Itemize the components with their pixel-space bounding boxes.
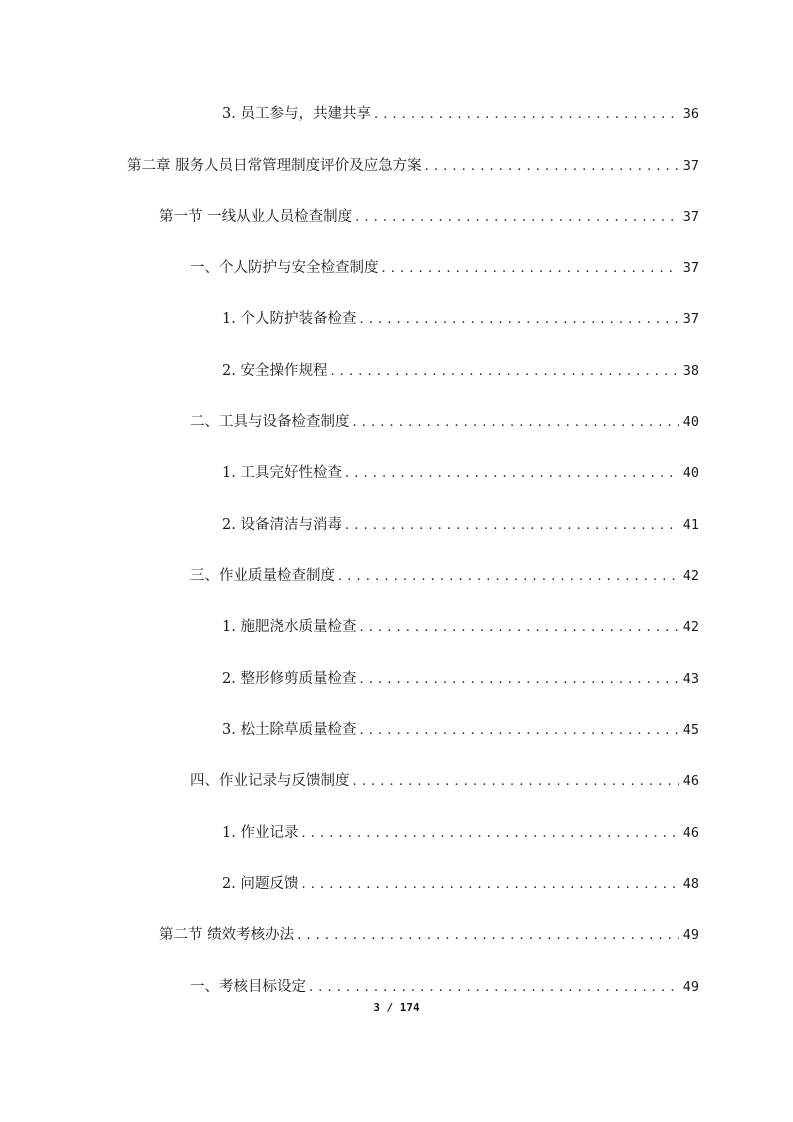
toc-leader-dots (359, 308, 678, 332)
toc-entry-label: 2. 问题反馈 (222, 876, 299, 892)
toc-entry-label: 第二章 服务人员日常管理制度评价及应急方案 (127, 158, 422, 174)
toc-page-number: 41 (682, 517, 699, 533)
toc-page-number: 49 (682, 927, 699, 943)
toc-entry-label: 二、工具与设备检查制度 (190, 414, 350, 430)
toc-leader-dots (353, 411, 679, 435)
toc-page-number: 36 (682, 106, 699, 122)
toc-leader-dots (359, 719, 678, 743)
toc-entry-label: 3. 松土除草质量检查 (222, 722, 357, 738)
toc-leader-dots (330, 360, 678, 384)
toc-leader-dots (297, 924, 679, 948)
toc-entry-item[interactable] (222, 513, 699, 537)
toc-entry-label: 一、个人防护与安全检查制度 (190, 260, 379, 276)
toc-page-number: 42 (682, 619, 699, 635)
toc-leader-dots (359, 668, 678, 692)
toc-entry-subsection[interactable] (190, 769, 699, 793)
toc-page-number: 46 (682, 825, 699, 841)
toc-entry-label: 第二节 绩效考核办法 (159, 927, 295, 943)
toc-entry-subsection[interactable] (190, 564, 699, 588)
toc-page-number: 48 (682, 876, 699, 892)
toc-entry-item[interactable] (222, 307, 699, 331)
toc-entry-section[interactable] (159, 205, 699, 229)
toc-page-number: 42 (682, 568, 699, 584)
page-indicator: 3 / 174 (373, 1001, 420, 1014)
toc-entry-label: 1. 施肥浇水质量检查 (222, 619, 357, 635)
toc-page-number: 43 (682, 671, 699, 687)
toc-entry-label: 2. 设备清洁与消毒 (222, 517, 342, 533)
toc-entry-item[interactable] (222, 872, 699, 896)
toc-page-number: 38 (682, 363, 699, 379)
toc-leader-dots (345, 514, 679, 538)
toc-entry-item[interactable] (222, 667, 699, 691)
toc-entry-label: 1. 个人防护装备检查 (222, 311, 357, 327)
toc-entry-item[interactable] (222, 461, 699, 485)
toc-entry-item[interactable] (222, 359, 699, 383)
toc-entry-label: 一、考核目标设定 (190, 979, 306, 995)
toc-leader-dots (301, 873, 678, 897)
toc-entry-chapter[interactable] (127, 154, 699, 178)
toc-entry-item[interactable] (222, 718, 699, 742)
toc-page-number: 37 (682, 209, 699, 225)
toc-leader-dots (338, 565, 679, 589)
toc-leader-dots (309, 976, 679, 1000)
toc-page-number: 49 (682, 979, 699, 995)
toc-entry-label: 2. 整形修剪质量检查 (222, 671, 357, 687)
toc-leader-dots (301, 822, 678, 846)
toc-leader-dots (345, 462, 679, 486)
toc-entry-section[interactable] (159, 923, 699, 947)
toc-page-number: 37 (682, 311, 699, 327)
toc-entry-label: 1. 作业记录 (222, 825, 299, 841)
toc-page-number: 40 (682, 465, 699, 481)
toc-page-number: 40 (682, 414, 699, 430)
toc-page-number: 37 (682, 158, 699, 174)
toc-leader-dots (382, 257, 679, 281)
toc-page-number: 37 (682, 260, 699, 276)
toc-entry-label: 2. 安全操作规程 (222, 363, 328, 379)
toc-entry-label: 3. 员工参与，共建共享 (222, 106, 371, 122)
toc-leader-dots (355, 206, 679, 230)
toc-entry-item[interactable] (222, 615, 699, 639)
toc-leader-dots (353, 770, 679, 794)
toc-entry-item[interactable] (222, 102, 699, 126)
toc-leader-dots (425, 155, 679, 179)
toc-entry-subsection[interactable] (190, 410, 699, 434)
toc-entry-subsection[interactable] (190, 256, 699, 280)
toc-leader-dots (374, 103, 679, 127)
toc-page-number: 46 (682, 773, 699, 789)
toc-entry-subsection[interactable] (190, 975, 699, 999)
toc-entry-label: 四、作业记录与反馈制度 (190, 773, 350, 789)
toc-entry-label: 第一节 一线从业人员检查制度 (159, 209, 353, 225)
toc-entry-label: 三、作业质量检查制度 (190, 568, 335, 584)
toc-leader-dots (359, 616, 678, 640)
toc-page-number: 45 (682, 722, 699, 738)
toc-entry-label: 1. 工具完好性检查 (222, 465, 342, 481)
toc-entry-item[interactable] (222, 821, 699, 845)
